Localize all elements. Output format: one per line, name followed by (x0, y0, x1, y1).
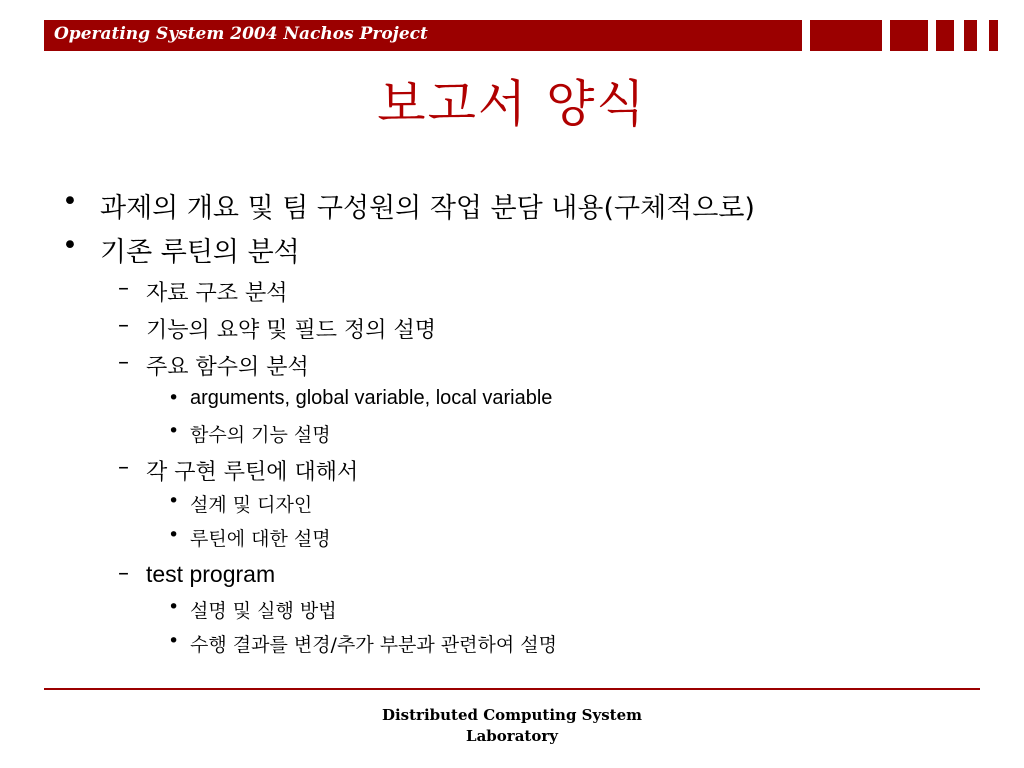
sub-sub-bullet-marker: • (168, 387, 180, 409)
dash-marker: – (118, 276, 129, 301)
sub-bullet-item: 자료 구조 분석 (146, 281, 288, 306)
bullet-marker: • (62, 186, 78, 217)
sub-sub-bullet-item: 함수의 기능 설명 (190, 424, 331, 446)
sub-bullet-item: test program (146, 561, 276, 587)
sub-sub-bullet-item: 설계 및 디자인 (190, 494, 313, 516)
dash-marker: – (118, 561, 129, 586)
sub-sub-bullet-marker: • (168, 420, 180, 442)
footer-line-1: Distributed Computing System (381, 706, 643, 724)
sub-bullet-item: 주요 함수의 분석 (146, 355, 309, 380)
sub-sub-bullet-marker: • (168, 596, 180, 618)
sub-sub-bullet-marker: • (168, 524, 180, 546)
sub-sub-bullet-item: 수행 결과를 변경/추가 부분과 관련하여 설명 (190, 634, 557, 656)
footer (0, 705, 1024, 747)
footer-line-2: Laboratory (466, 727, 558, 745)
bullet-item: 과제의 개요 및 팀 구성원의 작업 분담 내용(구체적으로) (100, 193, 755, 224)
dash-marker: – (118, 313, 129, 338)
slide-title: 보고서 양식 (377, 75, 647, 133)
sub-sub-bullet-item: 설명 및 실행 방법 (190, 600, 337, 622)
sub-sub-bullet-marker: • (168, 630, 180, 652)
sub-bullet-item: 각 구현 루틴에 대해서 (146, 460, 359, 485)
footer-divider (44, 688, 980, 690)
dash-marker: – (118, 455, 129, 480)
sub-bullet-item: 기능의 요약 및 필드 정의 설명 (146, 318, 436, 343)
bullet-marker: • (62, 230, 78, 261)
dash-marker: – (118, 350, 129, 375)
header-title: Operating System 2004 Nachos Project (54, 24, 428, 44)
sub-sub-bullet-item: arguments, global variable, local variable (190, 387, 553, 409)
sub-sub-bullet-item: 루틴에 대한 설명 (190, 528, 331, 550)
sub-sub-bullet-marker: • (168, 490, 180, 512)
bullet-item: 기존 루틴의 분석 (100, 237, 300, 268)
